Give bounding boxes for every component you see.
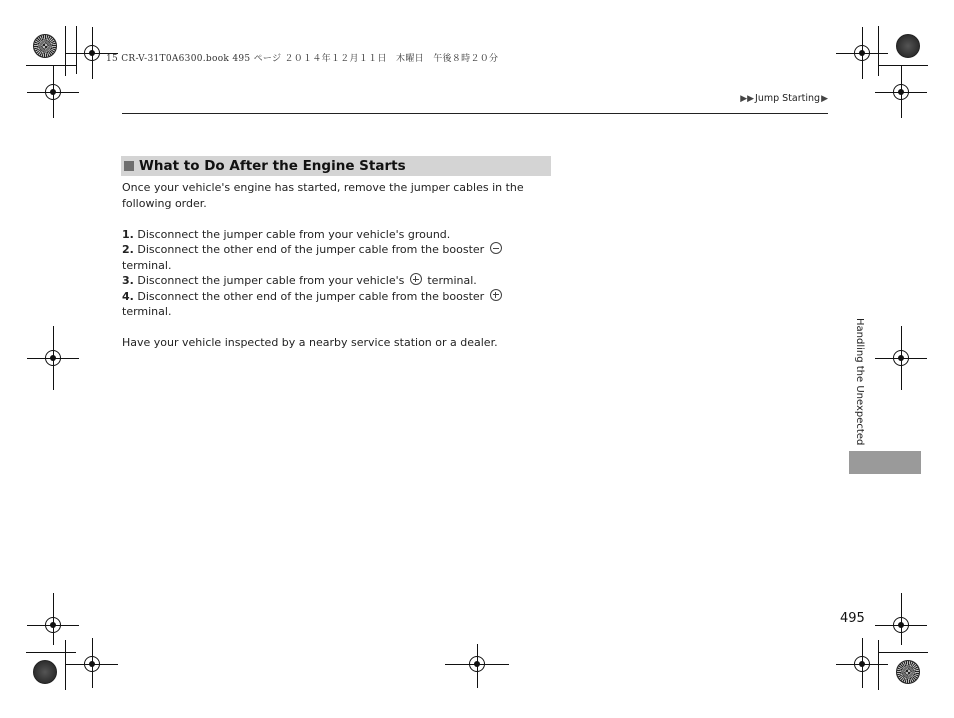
print-header: 15 CR-V-31T0A6300.book 495 ページ ２０１４年１２月１１日 木曜日 午後８時２０分 [106, 54, 499, 64]
list-item [122, 273, 552, 289]
side-tab[interactable] [849, 451, 921, 474]
step-text: Disconnect the other end of the jumper cable from the booster [137, 243, 485, 256]
side-tab-label[interactable]: Handling the Unexpected [854, 318, 865, 446]
registration-target-icon [896, 34, 920, 58]
step-text-end: terminal. [427, 274, 477, 287]
step-text: Disconnect the other end of the jumper cable from the booster [137, 289, 485, 303]
step-text-end: terminal. [122, 258, 172, 272]
minus-terminal-icon [490, 242, 502, 254]
step-number: 2. [122, 243, 134, 256]
double-triangle-icon: ▶▶ [740, 93, 755, 104]
crop-line [878, 640, 879, 690]
section-title: What to Do After the Engine Starts [139, 158, 406, 174]
plus-terminal-icon [490, 289, 502, 301]
square-bullet-icon [124, 161, 134, 171]
registration-target-icon [896, 660, 920, 684]
page-number: 495 [840, 611, 865, 626]
step-number: 1. [122, 227, 134, 241]
crop-line [65, 26, 66, 76]
section-body [122, 180, 552, 351]
crop-line [878, 652, 928, 653]
step-number: 4. [122, 289, 134, 303]
header-rule [122, 113, 828, 114]
breadcrumb-label[interactable]: Jump Starting [755, 93, 821, 104]
section-heading [121, 156, 551, 176]
step-text: Disconnect the jumper cable from your vehicle's [137, 274, 405, 287]
crop-line [26, 65, 76, 66]
registration-target-icon [33, 660, 57, 684]
breadcrumb[interactable] [740, 93, 828, 104]
crop-line [65, 640, 66, 690]
triangle-icon: ▶ [821, 93, 828, 104]
crop-line [878, 26, 879, 76]
step-text-end: terminal. [122, 305, 172, 318]
steps-list [122, 227, 552, 320]
list-item [122, 242, 552, 273]
step-number: 3. [122, 274, 134, 287]
intro-paragraph: Once your vehicle's engine has started, remove the jumper cables in the following order. [122, 181, 524, 210]
closing-paragraph: Have your vehicle inspected by a nearby service station or a dealer. [122, 336, 498, 349]
list-item [122, 289, 552, 320]
crop-line [76, 26, 77, 74]
list-item [122, 227, 552, 243]
crop-line [878, 65, 928, 66]
crop-line [26, 652, 76, 653]
plus-terminal-icon [410, 273, 422, 285]
step-text: Disconnect the jumper cable from your vehicle's ground. [137, 227, 451, 241]
registration-target-icon [33, 34, 57, 58]
